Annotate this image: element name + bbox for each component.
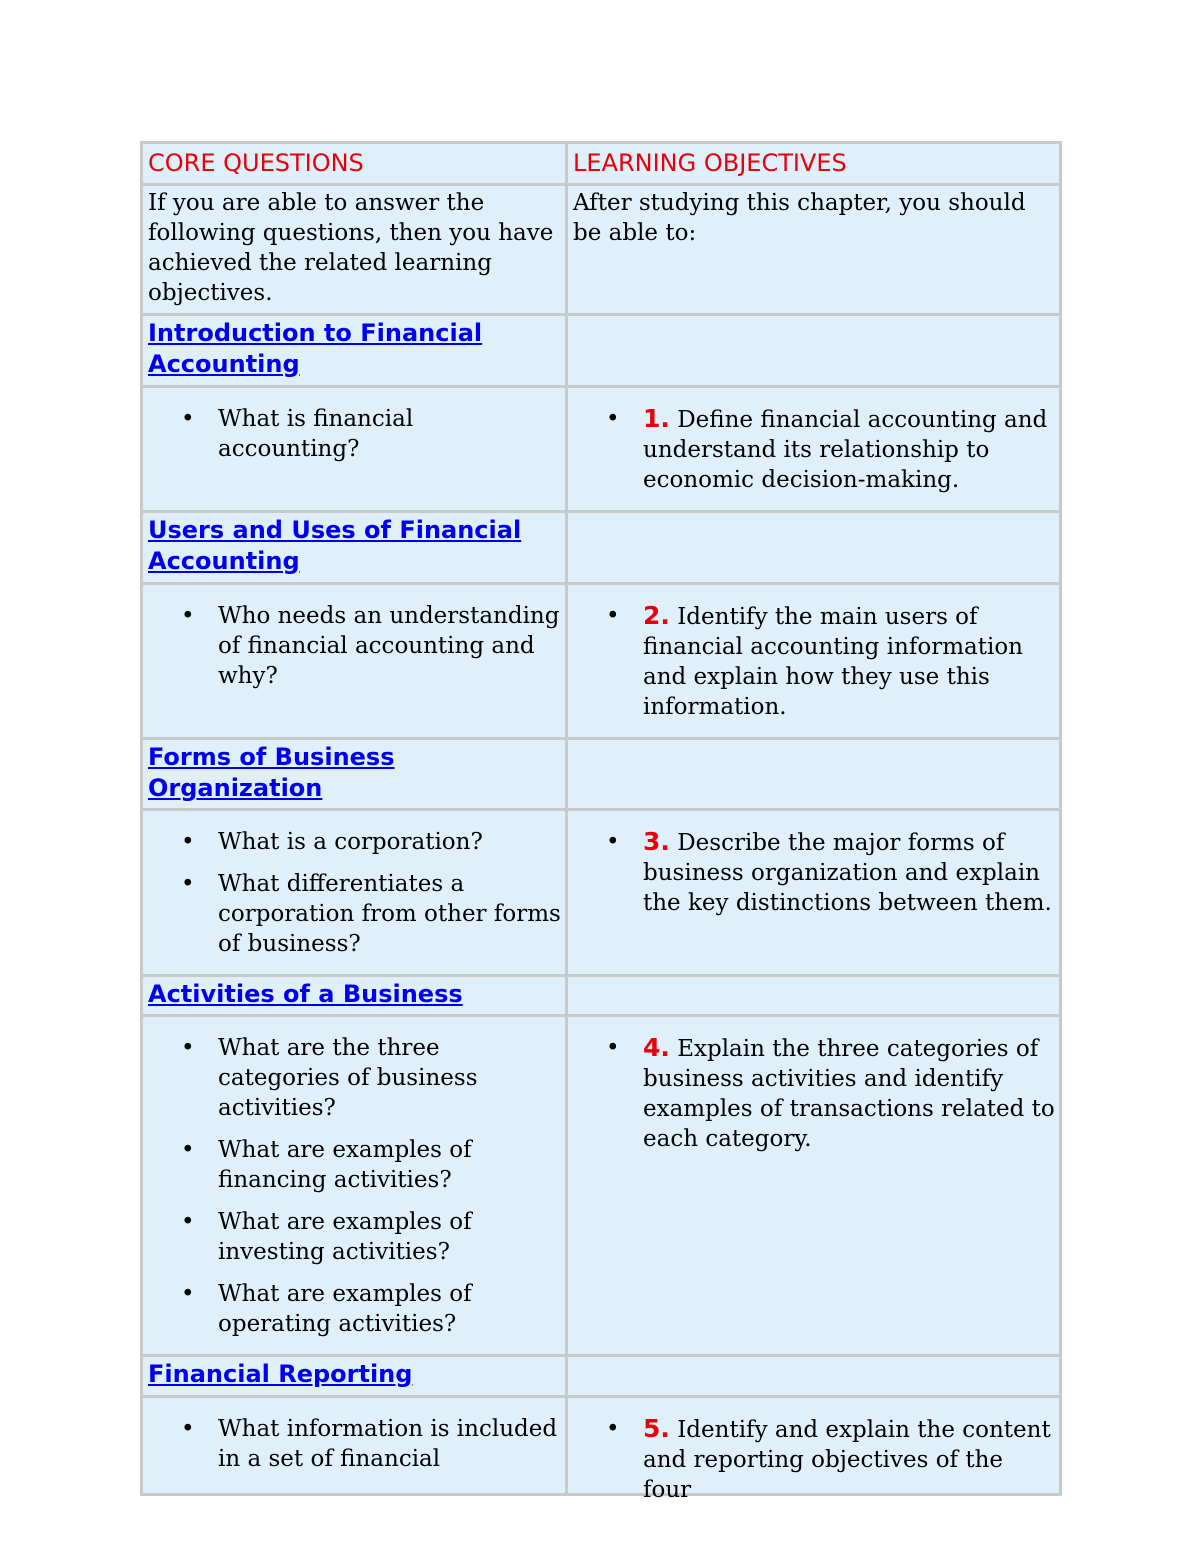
question-item: • What are examples of financing activities? xyxy=(218,1135,561,1195)
section-empty-cell xyxy=(567,976,1061,1016)
questions-cell xyxy=(142,1397,567,1495)
section-link-introduction[interactable]: Introduction to Financial Accounting xyxy=(148,319,483,378)
questions-cell xyxy=(142,810,567,976)
objective-number: 4. xyxy=(643,1033,670,1062)
clipped-content xyxy=(573,1414,1055,1503)
question-item: • What is a corporation? xyxy=(218,827,561,857)
objective-item xyxy=(643,1033,1055,1154)
question-item: • What are examples of investing activities? xyxy=(218,1207,561,1267)
intro-cell-left xyxy=(142,185,567,315)
objective-list xyxy=(573,1033,1055,1154)
objective-list xyxy=(573,404,1055,495)
objective-item xyxy=(643,601,1055,722)
objective-list xyxy=(573,601,1055,722)
intro-cell-right xyxy=(567,185,1061,315)
question-list xyxy=(148,827,561,959)
objective-item xyxy=(643,1414,1055,1505)
objective-text: Identify the main users of financial accounting information and explain how they use this information. xyxy=(643,604,1023,720)
question-item: • What differentiates a corporation from other forms of business? xyxy=(218,869,561,959)
objective-text: Define financial accounting and understand its relationship to economic decision-making. xyxy=(643,407,1048,493)
question-item: • What is financial accounting? xyxy=(218,404,561,464)
section-title-cell xyxy=(142,315,567,387)
section-title-cell xyxy=(142,976,567,1016)
objective-cell xyxy=(567,387,1061,512)
objective-item xyxy=(643,404,1055,495)
questions-cell xyxy=(142,1016,567,1356)
section-link-forms-of-business[interactable]: Forms of Business Organization xyxy=(148,743,395,802)
question-list xyxy=(148,601,561,691)
objective-number: 3. xyxy=(643,827,670,856)
questions-cell xyxy=(142,387,567,512)
learning-objectives-heading: LEARNING OBJECTIVES xyxy=(573,149,847,177)
question-item: • What are examples of operating activities? xyxy=(218,1279,561,1339)
section-title-cell xyxy=(142,1356,567,1397)
question-list xyxy=(148,404,561,464)
intro-text-right: After studying this chapter, you should be able to: xyxy=(573,190,1026,246)
core-questions-heading: CORE QUESTIONS xyxy=(148,149,364,177)
objective-number: 2. xyxy=(643,601,670,630)
objective-text: Describe the major forms of business organization and explain the key distinctions between them. xyxy=(643,830,1052,916)
question-list xyxy=(148,1033,561,1339)
objective-text: Explain the three categories of business activities and identify examples of transactions related to each category. xyxy=(643,1036,1055,1152)
clipped-content xyxy=(148,1414,561,1490)
question-list xyxy=(148,1414,561,1474)
section-link-activities[interactable]: Activities of a Business xyxy=(148,980,463,1008)
objective-cell xyxy=(567,810,1061,976)
section-link-users-and-uses[interactable]: Users and Uses of Financial Accounting xyxy=(148,516,522,575)
section-empty-cell xyxy=(567,512,1061,584)
header-cell-core-questions xyxy=(142,143,567,185)
section-empty-cell xyxy=(567,739,1061,810)
section-link-financial-reporting[interactable]: Financial Reporting xyxy=(148,1360,413,1388)
intro-text-left: If you are able to answer the following questions, then you have achieved the related learning objectives. xyxy=(148,190,554,306)
objective-list xyxy=(573,1414,1055,1505)
header-cell-learning-objectives xyxy=(567,143,1061,185)
objective-list xyxy=(573,827,1055,918)
objective-text: Identify and explain the content and reporting objectives of the four xyxy=(643,1417,1051,1503)
objective-item xyxy=(643,827,1055,918)
questions-cell xyxy=(142,584,567,739)
objective-cell xyxy=(567,584,1061,739)
section-empty-cell xyxy=(567,315,1061,387)
section-title-cell xyxy=(142,739,567,810)
objective-cell xyxy=(567,1016,1061,1356)
objective-number: 5. xyxy=(643,1414,670,1443)
question-item: • What information is included in a set of financial xyxy=(218,1414,561,1474)
section-empty-cell xyxy=(567,1356,1061,1397)
objective-number: 1. xyxy=(643,404,670,433)
section-title-cell xyxy=(142,512,567,584)
question-item: • What are the three categories of business activities? xyxy=(218,1033,561,1123)
question-item: • Who needs an understanding of financial accounting and why? xyxy=(218,601,561,691)
objectives-table xyxy=(140,141,1062,1503)
objective-cell xyxy=(567,1397,1061,1503)
